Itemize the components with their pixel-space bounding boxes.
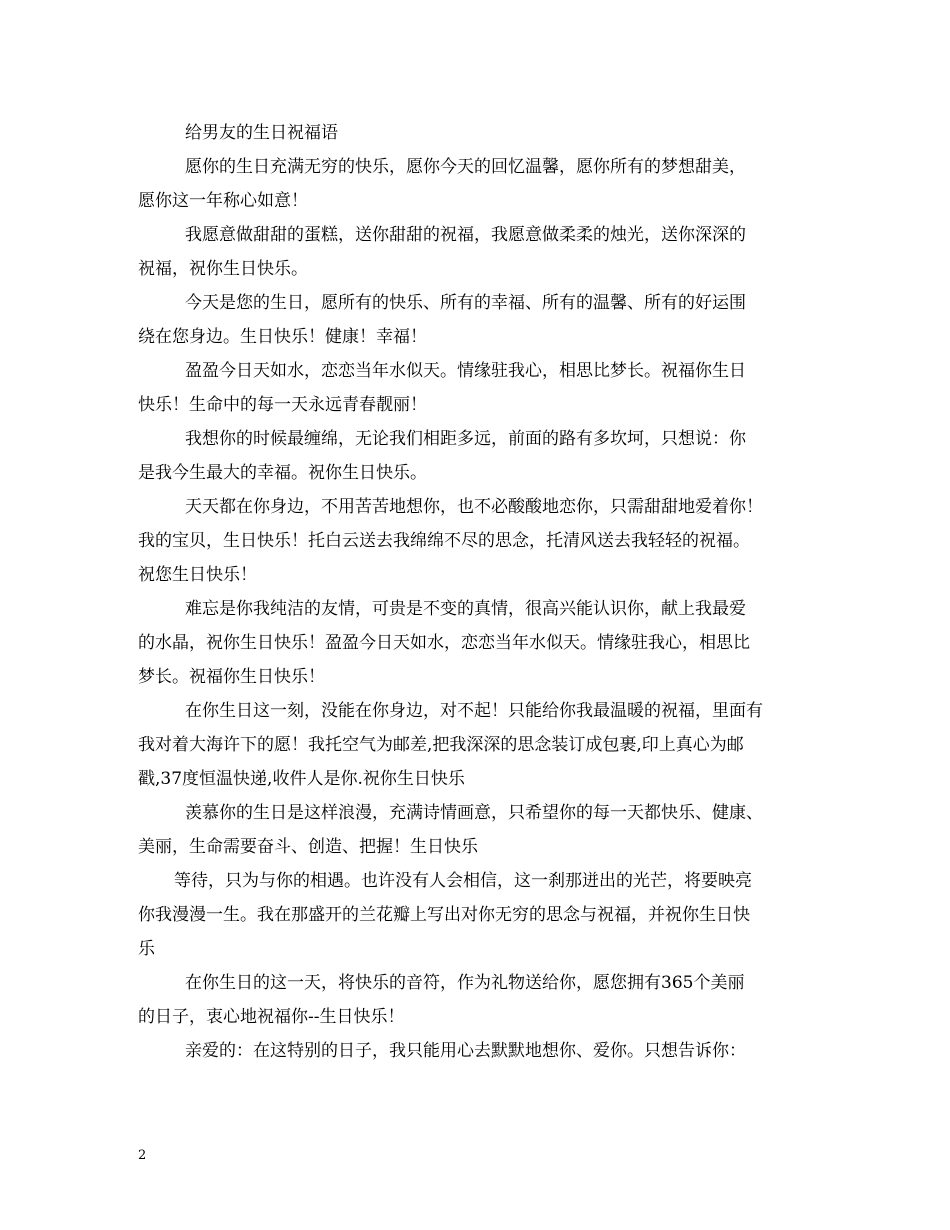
paragraph [138, 354, 828, 422]
paragraph-line: 你我漫漫一生。我在那盛开的兰花瓣上写出对你无穷的思念与祝福，并祝你生日快 [138, 905, 750, 925]
paragraph-line: 愿你这一年称心如意！ [138, 191, 308, 211]
document-body [138, 116, 828, 1068]
paragraph-line: 的水晶，祝你生日快乐！盈盈今日天如水，恋恋当年水似天。情缘驻我心，相思比 [138, 633, 750, 653]
paragraph-line: 盈盈今日天如水，恋恋当年水似天。情缘驻我心，相思比梦长。祝福你生日 [185, 361, 746, 381]
paragraph-line: 快乐！生命中的每一天永远青春靓丽！ [138, 395, 427, 415]
paragraph-line: 的日子，衷心地祝福你--生日快乐！ [138, 1007, 405, 1027]
paragraph-line: 羡慕你的生日是这样浪漫，充满诗情画意，只希望你的每一天都快乐、健康、 [185, 803, 763, 823]
paragraph [138, 592, 828, 694]
paragraph-line: 天天都在你身边，不用苦苦地想你，也不必酸酸地恋你，只需甜甜地爱着你！ [185, 497, 763, 517]
paragraph-line: 难忘是你我纯洁的友情，可贵是不变的真情，很高兴能认识你，献上我最爱 [185, 599, 746, 619]
paragraph [138, 864, 828, 966]
paragraph [138, 218, 828, 286]
paragraph-line: 我的宝贝，生日快乐！托白云送去我绵绵不尽的思念，托清风送去我轻轻的祝福。 [138, 531, 750, 551]
paragraph [138, 422, 828, 490]
paragraph-line: 今天是您的生日，愿所有的快乐、所有的幸福、所有的温馨、所有的好运围 [185, 293, 746, 313]
paragraph [138, 286, 828, 354]
paragraph [138, 796, 828, 864]
paragraph-line: 愿你的生日充满无穷的快乐，愿你今天的回忆温馨，愿你所有的梦想甜美， [185, 157, 746, 177]
paragraph-line: 亲爱的：在这特别的日子，我只能用心去默默地想你、爱你。只想告诉你： [185, 1041, 746, 1061]
paragraph-line: 我想你的时候最缠绵，无论我们相距多远，前面的路有多坎坷，只想说：你 [185, 429, 746, 449]
paragraph-line: 绕在您身边。生日快乐！健康！幸福！ [138, 327, 427, 347]
page-number: 2 [138, 1148, 147, 1163]
paragraph [138, 694, 828, 796]
paragraph [138, 490, 828, 592]
paragraph-line: 我愿意做甜甜的蛋糕，送你甜甜的祝福，我愿意做柔柔的烛光，送你深深的 [185, 225, 746, 245]
document-title: 给男友的生日祝福语 [185, 123, 338, 143]
paragraph-line: 我对着大海许下的愿！我托空气为邮差,把我深深的思念装订成包裹,印上真心为邮 [138, 735, 744, 755]
paragraph-line: 梦长。祝福你生日快乐！ [138, 667, 325, 687]
paragraph [138, 966, 828, 1034]
paragraph [138, 150, 828, 218]
paragraph-line: 戳,37度恒温快递,收件人是你.祝你生日快乐 [138, 769, 465, 789]
paragraph-list [138, 150, 828, 1068]
paragraph-line: 祝福，祝你生日快乐。 [138, 259, 308, 279]
paragraph-line: 在你生日这一刻，没能在你身边，对不起！只能给你我最温暖的祝福，里面有 [185, 701, 763, 721]
paragraph-line: 乐 [138, 939, 155, 959]
paragraph-line: 在你生日的这一天，将快乐的音符，作为礼物送给你，愿您拥有365个美丽 [185, 973, 745, 993]
paragraph-line: 是我今生最大的幸福。祝你生日快乐。 [138, 463, 427, 483]
paragraph [138, 1034, 828, 1068]
paragraph-line: 等待，只为与你的相遇。也许没有人会相信，这一刹那迸出的光芒，将要映亮 [174, 871, 752, 891]
paragraph-line: 祝您生日快乐！ [138, 565, 257, 585]
paragraph-line: 美丽，生命需要奋斗、创造、把握！生日快乐 [138, 837, 478, 857]
